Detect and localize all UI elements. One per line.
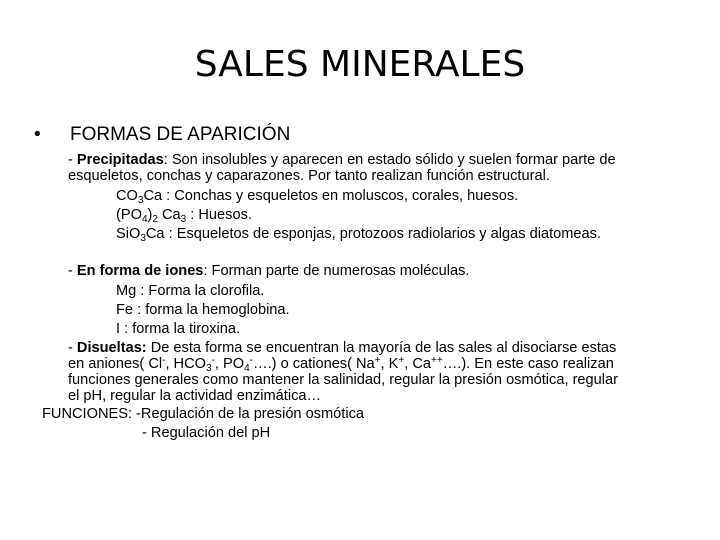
formula-part: Ca (157, 207, 181, 223)
example-text: : Huesos. (186, 207, 252, 223)
slide-title: SALES MINERALES (194, 44, 526, 85)
ion-text: , Ca (404, 356, 431, 372)
formula-part: SiO (116, 226, 141, 242)
iones-text: : Forman parte de numerosas moléculas. (203, 263, 470, 279)
superscript: + (374, 355, 381, 366)
iones-line (68, 263, 470, 279)
superscript: - (211, 355, 215, 366)
dash: - (68, 263, 77, 279)
ion-text: , K (380, 356, 399, 372)
subscript: 3 (180, 214, 187, 225)
disueltas-label: Disueltas: (76, 340, 147, 356)
formula-part: (PO (116, 207, 142, 223)
formula-part: ) (147, 207, 153, 223)
section-heading (34, 124, 290, 146)
section-heading-text: FORMAS DE APARICIÓN (70, 124, 291, 145)
disueltas-line-3: funciones generales como mantener la salinidad, regular la presión osmótica, regular (68, 372, 619, 388)
subscript: 3 (206, 363, 212, 374)
subscript: 4 (244, 363, 250, 374)
precipitadas-example-3 (116, 226, 601, 242)
precipitadas-text-1: : Son insolubles y aparecen en estado sólido y suelen formar parte de (163, 152, 616, 168)
disueltas-line-1 (68, 340, 616, 356)
superscript: + (398, 355, 405, 366)
ion-text: en aniones( Cl (68, 356, 163, 372)
superscript: ++ (430, 355, 443, 366)
precipitadas-line-2: esqueletos, conchas y caparazones. Por tanto realizan función estructural. (68, 168, 550, 184)
disueltas-line-4: el pH, regular la actividad enzimática… (68, 388, 322, 404)
funciones-line-1: FUNCIONES: -Regulación de la presión osmótica (42, 406, 365, 422)
subscript: 4 (141, 214, 148, 225)
formula-part: CO (116, 188, 138, 204)
disueltas-line-2 (68, 356, 614, 372)
iones-item: Fe : forma la hemoglobina. (116, 302, 290, 318)
superscript: - (162, 355, 166, 366)
ion-text: , PO (214, 356, 245, 372)
precipitadas-example-2 (116, 207, 252, 223)
funciones-line-2: - Regulación del pH (142, 425, 271, 441)
iones-label: En forma de iones (76, 263, 204, 279)
ion-text: ….) o cationes( Na (253, 356, 375, 372)
dash: - (68, 152, 77, 168)
subscript: 3 (137, 195, 144, 206)
example-text: Ca : Esqueletos de esponjas, protozoos radiolarios y algas diatomeas. (145, 226, 601, 242)
ion-text: ….). En este caso realizan (442, 356, 614, 372)
superscript: - (249, 355, 254, 366)
precipitadas-label: Precipitadas (76, 152, 164, 168)
bullet-icon: • (34, 124, 41, 145)
ion-text: , HCO (165, 356, 206, 372)
iones-item: Mg : Forma la clorofila. (116, 283, 265, 299)
subscript: 3 (140, 233, 146, 244)
dash: - (68, 340, 77, 356)
subscript: 2 (152, 214, 158, 225)
disueltas-text-1: De esta forma se encuentran la mayoría de las sales al disociarse estas (146, 340, 617, 356)
precipitadas-example-1 (116, 188, 518, 204)
precipitadas-line-1 (68, 152, 616, 168)
example-text: Ca : Conchas y esqueletos en moluscos, corales, huesos. (143, 188, 519, 204)
iones-item: I : forma la tiroxina. (116, 321, 241, 337)
